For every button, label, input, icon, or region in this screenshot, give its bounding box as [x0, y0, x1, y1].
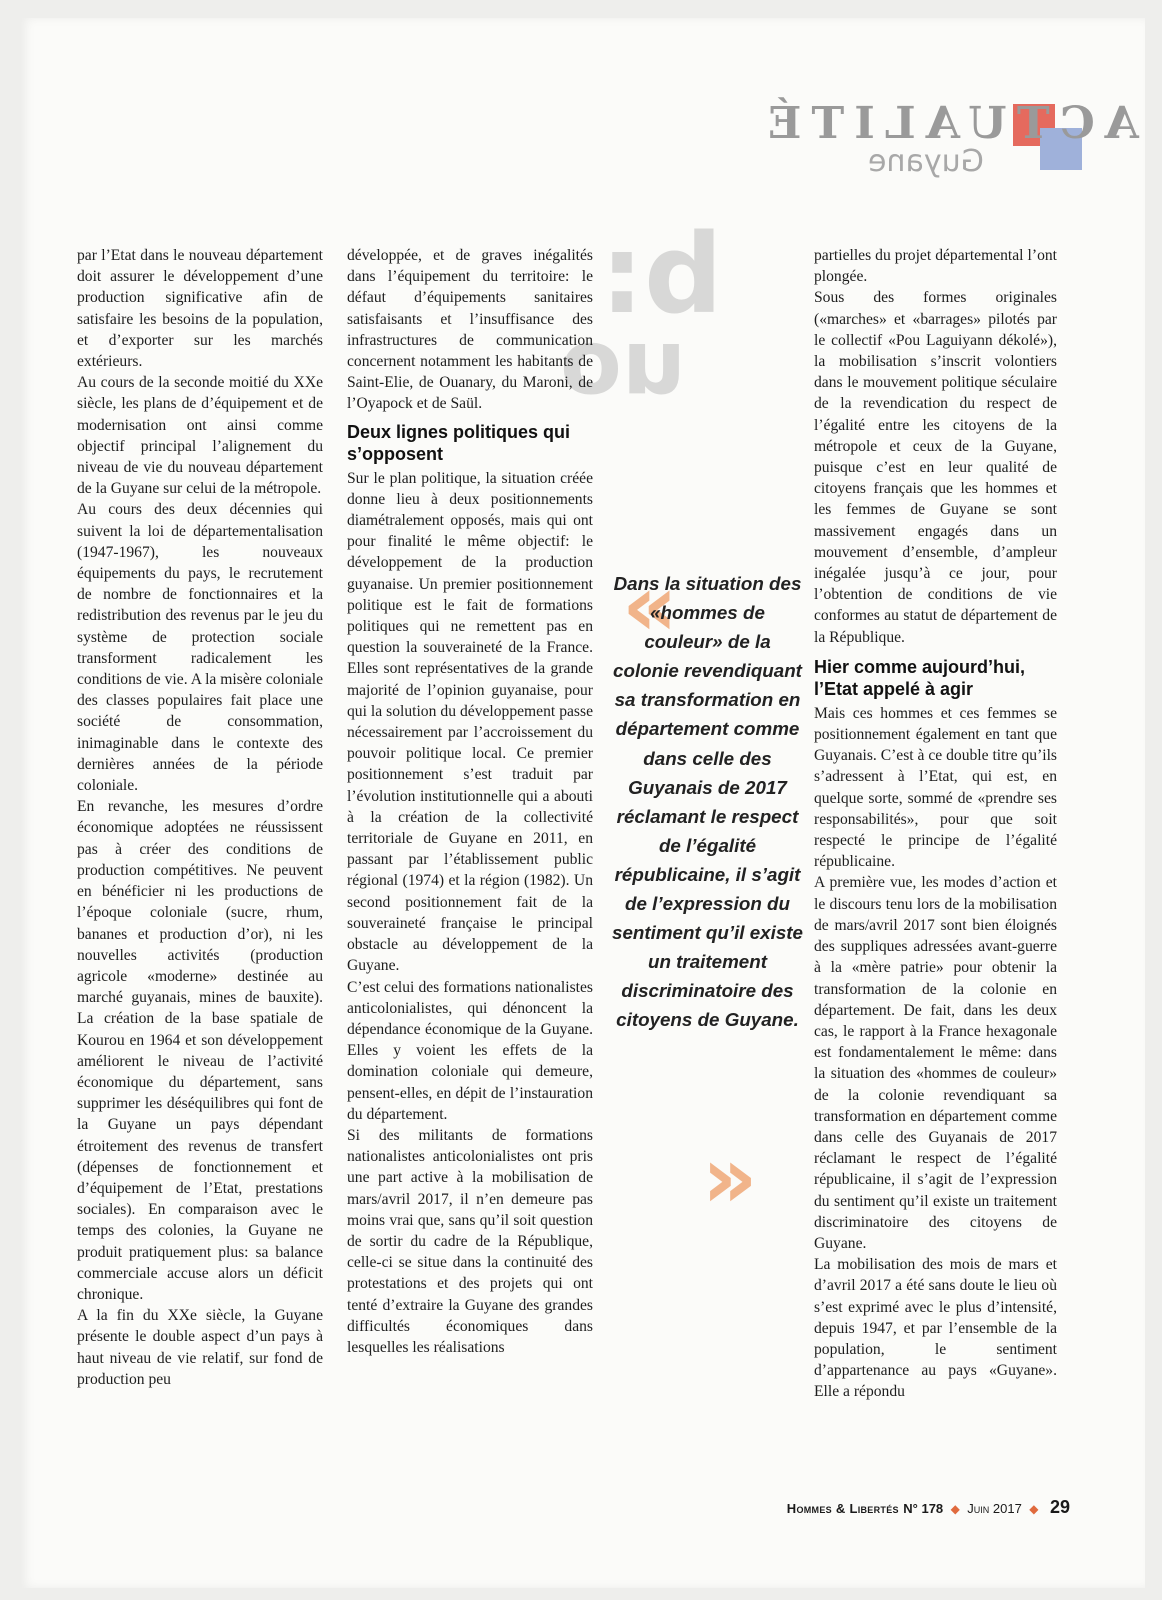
rubric-title: ACTUALITÉ [758, 98, 1139, 149]
paragraph: A la fin du XXe siècle, la Guyane présente le double aspect d’un pays à haut niveau de vie relatif, sur fond de production peu [77, 1307, 323, 1388]
close-quote-mark: » [702, 1128, 758, 1228]
issue-date: Juin 2017 [967, 1501, 1022, 1516]
paragraph: En revanche, les mesures d’ordre économique adoptées ne réussissent pas à créer des conditions de production compétitives. Ne peuvent en bénéficier ni les productions de l’époque coloniale (sucre, rhum, bananes et production d’or), ni les nouvelles activités (production agricole «moderne» destinée au marché guyanais, mines de bauxite). La création de la base spatiale de Kourou en 1964 et son développement améliorent le niveau de l’activité économique du département, sans supprimer les déséquilibres qui font de la Guyane un pays dépendant étroitement des revenus de transfert (dépenses de fonctionnement et d’équipement de l’Etat, prestations sociales). En comparaison avec le temps des colonies, la Guyane ne produit pratiquement plus: sa balance commerciale accuse alors un déficit chronique. [77, 798, 323, 1303]
paragraph: Au cours des deux décennies qui suivent la loi de départementalisation (1947-1967), les nouveaux équipements du pays, le recrutement de nombre de fonctionnaires et la redistribution des revenus par le jeu du système de protection sociale transforment radicalement les conditions de vie. A la misère coloniale des classes populaires fait place une société de consommation, inimaginable dans le contexte des dernières années de la période coloniale. [77, 501, 323, 795]
pull-quote [610, 555, 805, 1235]
page-footer [780, 1497, 1070, 1518]
pull-quote-text: Dans la situation des «hommes de couleur» de la colonie revendiquant sa transformation en département comme dans celle des Guyanais de 2017 réclamant le respect de l’égalité républicaine, il s’agit de l’expression du sentiment qu’il existe un traitement discriminatoire des citoyens de Guyane. [612, 573, 803, 1031]
column-3 [814, 245, 1057, 1403]
section-heading: Hier comme aujourd’hui, l’Etat appelé à agir [814, 656, 1026, 699]
section-heading: Deux lignes politiques qui s’opposent [347, 421, 571, 464]
paragraph: par l’Etat dans le nouveau département doit assurer le développement d’une production significative afin de satisfaire les besoins de la population, et d’exporter sur les marchés extérieurs. [77, 247, 323, 371]
paragraph: Si des militants de formations nationalistes anticolonialistes ont pris une part active à la mobilisation de mars/avril 2017, il n’en demeure pas moins vrai que, sans qu’il soit question de sortir du cadre de la République, celle-ci se situe dans la continuité des protestations et des projets qui ont tenté d’extraire la Guyane des grandes difficultés économiques dans lesquelles les réalisations [347, 1126, 593, 1356]
magazine-name: Hommes & Libertés [786, 1501, 899, 1516]
paragraph: Sur le plan politique, la situation créée donne lieu à deux positionnements diamétralement opposés, mais qui ont pour finalité le même objectif: le développement de la production guyanaise. Un premier positionnement politique est le fait de formations politiques qui ne remettent pas en question la souveraineté de la France. Elles sont représentatives de la grande majorité de l’opinion guyanaise, pour qui la solution du développement passe nécessairement par l’accroissement du pouvoir politique local. Ce premier positionnement s’est traduit par l’évolution institutionnelle qui a abouti à la création de la collectivité territoriale de Guyane en 2011, en passant par l’établissement public régional (1974) et la région (1982). Un second positionnement fait de la souveraineté française le principal obstacle au développement de la Guyane. [347, 469, 593, 975]
diamond-separator-icon: ◆ [1029, 1502, 1039, 1516]
column-2 [347, 245, 593, 1358]
paragraph: La mobilisation des mois de mars et d’avril 2017 a été sans doute le lieu où s’est exprimé avec le plus d’intensité, depuis 1947, et par l’ensemble de la population, le sentiment d’appartenance au pays «Guyane». Elle a répondu [814, 1256, 1057, 1401]
diamond-separator-icon: ◆ [950, 1502, 960, 1516]
issue-number: N° 178 [903, 1501, 944, 1516]
paragraph: Au cours de la seconde moitié du XXe siècle, les plans de d’équipement et de modernisation ont ainsi comme objectif principal l’alignement du niveau de vie du nouveau département de la Guyane sur celui de la métropole. [77, 374, 323, 498]
column-1 [77, 245, 323, 1390]
paragraph: C’est celui des formations nationalistes anticolonialistes, qui dénoncent la dépendance économique de la Guyane. Elles y voient les effets de la domination coloniale qui demeure, pensent-elles, en dépit de l’instauration du département. [347, 978, 593, 1123]
paragraph: Sous des formes originales («marches» et «barrages» pilotés par le collectif «Pou Laguiyann dékolé»), la mobilisation s’inscrit volontiers dans le mouvement politique séculaire de la revendication du respect de l’égalité entre les citoyens de la métropole et ceux de la Guyane, puisque c’est en leur qualité de citoyens français que les hommes et les femmes de Guyane se sont massivement engagés dans un mouvement d’ensemble, d’ampleur inégalée jusqu’à ce jour, pour l’obtention de conditions de vie conformes au statut de département de la République. [814, 289, 1057, 646]
show-through-ghost-text: uo [560, 310, 686, 415]
page-number: 29 [1049, 1497, 1070, 1517]
open-quote-mark: « [622, 556, 678, 656]
section-rubric [758, 98, 1139, 198]
paragraph: A première vue, les modes d’action et le discours tenu lors de la mobilisation de mars/avril 2017 sont bien éloignés des suppliques adressées avant-guerre à la «mère patrie» pour obtenir la transformation de la colonie en département. De fait, dans les deux cas, le rapport à la France hexagonale est fondamentalement le même: dans la situation des «hommes de couleur» de la colonie revendiquant sa transformation en département comme dans celle des Guyanais de 2017 réclamant le respect de l’égalité républicaine, il s’agit de l’expression du sentiment qu’il existe un traitement discriminatoire des citoyens de Guyane. [814, 874, 1057, 1252]
paragraph: développée, et de graves inégalités dans l’équipement du territoire: le défaut d’équipements sanitaires satisfaisants et l’insuffisance des infrastructures de communication concernent notamment les habitants de Saint-Elie, de Ouanary, du Maroni, de l’Oyapock et de Saül. [347, 247, 593, 413]
show-through-ghost-text: b: [600, 210, 723, 338]
paragraph: partielles du projet départemental l’ont plongée. [814, 247, 1057, 286]
rubric-subtitle: Guyane [868, 144, 984, 179]
paragraph: Mais ces hommes et ces femmes se positionnement également en tant que Guyanais. C’est à ce double titre qu’ils s’adressent à l’Etat, qui est, en quelque sorte, sommé de «prendre ses responsabilités», pour que soit respecté le principe de l’égalité républicaine. [814, 704, 1057, 871]
